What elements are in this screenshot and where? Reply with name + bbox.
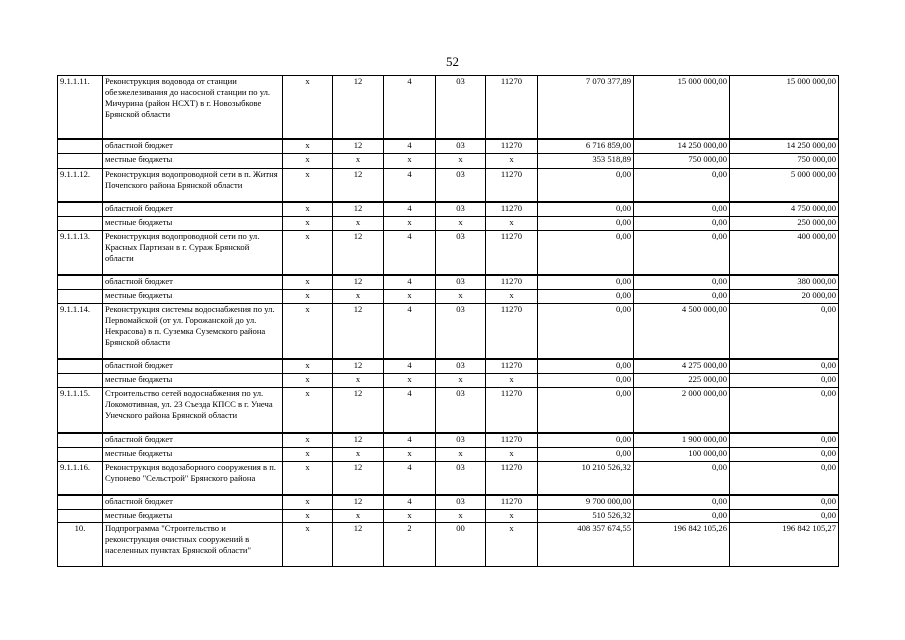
- cell-col5: х: [486, 290, 538, 304]
- amount-2: 100 000,00: [634, 448, 730, 462]
- amount-3: 0,00: [730, 448, 839, 462]
- cell-col3: 4: [384, 139, 436, 154]
- amount-3: 0,00: [730, 433, 839, 448]
- cell-col1: х: [283, 523, 333, 567]
- cell-col4: х: [436, 510, 486, 523]
- cell-col5: 11270: [486, 433, 538, 448]
- cell-col2: х: [333, 154, 384, 169]
- cell-col3: 4: [384, 433, 436, 448]
- cell-col1: х: [283, 433, 333, 448]
- amount-1: 7 070 377,89: [538, 76, 634, 139]
- cell-col2: 12: [333, 433, 384, 448]
- amount-2: 0,00: [634, 510, 730, 523]
- item-name: областной бюджет: [103, 275, 283, 290]
- amount-1: 510 526,32: [538, 510, 634, 523]
- table-row: [58, 510, 839, 523]
- cell-col5: 11270: [486, 462, 538, 495]
- amount-2: 4 500 000,00: [634, 304, 730, 359]
- item-name: Реконструкция водопроводной сети по ул. Красных Партизан в г. Сураж Брянской области: [103, 231, 283, 275]
- cell-col1: х: [283, 462, 333, 495]
- cell-col4: 03: [436, 139, 486, 154]
- cell-col3: х: [384, 217, 436, 231]
- cell-col5: х: [486, 374, 538, 388]
- amount-1: 0,00: [538, 231, 634, 275]
- amount-2: 225 000,00: [634, 374, 730, 388]
- amount-3: 750 000,00: [730, 154, 839, 169]
- amount-1: 0,00: [538, 448, 634, 462]
- cell-col4: х: [436, 290, 486, 304]
- item-name: местные бюджеты: [103, 290, 283, 304]
- table-row: [58, 76, 839, 139]
- cell-col5: х: [486, 510, 538, 523]
- cell-col3: х: [384, 510, 436, 523]
- cell-col5: 11270: [486, 76, 538, 139]
- table-row: [58, 169, 839, 202]
- amount-1: 353 518,89: [538, 154, 634, 169]
- cell-col5: х: [486, 523, 538, 567]
- amount-2: 0,00: [634, 275, 730, 290]
- cell-col5: 11270: [486, 202, 538, 217]
- amount-1: 0,00: [538, 290, 634, 304]
- budget-table: [57, 75, 839, 567]
- amount-2: 0,00: [634, 231, 730, 275]
- item-code: [58, 495, 103, 510]
- item-code: 9.1.1.13.: [58, 231, 103, 275]
- cell-col3: 4: [384, 462, 436, 495]
- table-row: [58, 462, 839, 495]
- amount-1: 0,00: [538, 202, 634, 217]
- item-code: [58, 202, 103, 217]
- amount-2: 15 000 000,00: [634, 76, 730, 139]
- cell-col3: 4: [384, 275, 436, 290]
- item-name: местные бюджеты: [103, 217, 283, 231]
- item-code: [58, 275, 103, 290]
- table-row: [58, 359, 839, 374]
- table-row: [58, 495, 839, 510]
- item-name: областной бюджет: [103, 139, 283, 154]
- amount-1: 10 210 526,32: [538, 462, 634, 495]
- item-code: [58, 139, 103, 154]
- amount-1: 0,00: [538, 217, 634, 231]
- cell-col2: 12: [333, 169, 384, 202]
- cell-col1: х: [283, 448, 333, 462]
- amount-1: 6 716 859,00: [538, 139, 634, 154]
- cell-col1: х: [283, 495, 333, 510]
- amount-1: 0,00: [538, 304, 634, 359]
- amount-3: 0,00: [730, 462, 839, 495]
- table-row: [58, 523, 839, 567]
- cell-col3: 4: [384, 388, 436, 433]
- cell-col3: х: [384, 448, 436, 462]
- cell-col3: 4: [384, 495, 436, 510]
- cell-col3: х: [384, 154, 436, 169]
- cell-col4: 03: [436, 433, 486, 448]
- item-code: 9.1.1.11.: [58, 76, 103, 139]
- item-name: местные бюджеты: [103, 510, 283, 523]
- item-code: [58, 217, 103, 231]
- cell-col4: 03: [436, 304, 486, 359]
- cell-col5: х: [486, 217, 538, 231]
- cell-col1: х: [283, 290, 333, 304]
- cell-col3: 4: [384, 202, 436, 217]
- cell-col5: 11270: [486, 231, 538, 275]
- item-code: 10.: [58, 523, 103, 567]
- amount-3: 250 000,00: [730, 217, 839, 231]
- cell-col1: х: [283, 231, 333, 275]
- amount-3: 400 000,00: [730, 231, 839, 275]
- item-code: [58, 448, 103, 462]
- amount-2: 2 000 000,00: [634, 388, 730, 433]
- cell-col2: 12: [333, 462, 384, 495]
- cell-col1: х: [283, 202, 333, 217]
- page-number: 52: [446, 54, 459, 69]
- cell-col4: 03: [436, 169, 486, 202]
- amount-3: 20 000,00: [730, 290, 839, 304]
- cell-col5: 11270: [486, 495, 538, 510]
- item-code: [58, 510, 103, 523]
- table-row: [58, 374, 839, 388]
- cell-col1: х: [283, 217, 333, 231]
- item-name: областной бюджет: [103, 202, 283, 217]
- cell-col2: 12: [333, 523, 384, 567]
- amount-1: 0,00: [538, 388, 634, 433]
- cell-col5: 11270: [486, 359, 538, 374]
- cell-col2: 12: [333, 388, 384, 433]
- amount-3: 380 000,00: [730, 275, 839, 290]
- amount-1: 0,00: [538, 275, 634, 290]
- item-code: [58, 154, 103, 169]
- table-body: [58, 76, 839, 567]
- cell-col2: 12: [333, 359, 384, 374]
- amount-3: 0,00: [730, 359, 839, 374]
- amount-3: 196 842 105,27: [730, 523, 839, 567]
- amount-1: 0,00: [538, 169, 634, 202]
- cell-col2: х: [333, 217, 384, 231]
- cell-col2: х: [333, 374, 384, 388]
- cell-col2: 12: [333, 231, 384, 275]
- amount-3: 0,00: [730, 510, 839, 523]
- cell-col1: х: [283, 139, 333, 154]
- cell-col5: х: [486, 448, 538, 462]
- item-name: Подпрограмма "Строительство и реконструкция очистных сооружений в населенных пунктах Брянской области": [103, 523, 283, 567]
- item-name: областной бюджет: [103, 433, 283, 448]
- table-row: [58, 231, 839, 275]
- cell-col2: 12: [333, 76, 384, 139]
- cell-col2: х: [333, 290, 384, 304]
- cell-col1: х: [283, 154, 333, 169]
- amount-1: 0,00: [538, 359, 634, 374]
- amount-3: 0,00: [730, 388, 839, 433]
- item-name: Строительство сетей водоснабжения по ул. Локомотивная, ул. 23 Съезда КПСС в г. Унеча Унечского района Брянской области: [103, 388, 283, 433]
- cell-col3: 4: [384, 359, 436, 374]
- cell-col4: х: [436, 448, 486, 462]
- amount-2: 0,00: [634, 202, 730, 217]
- cell-col4: 03: [436, 202, 486, 217]
- amount-2: 0,00: [634, 462, 730, 495]
- amount-2: 14 250 000,00: [634, 139, 730, 154]
- cell-col1: х: [283, 169, 333, 202]
- amount-3: 14 250 000,00: [730, 139, 839, 154]
- amount-2: 0,00: [634, 169, 730, 202]
- item-code: [58, 290, 103, 304]
- cell-col3: 4: [384, 231, 436, 275]
- item-name: местные бюджеты: [103, 374, 283, 388]
- cell-col1: х: [283, 304, 333, 359]
- amount-2: 4 275 000,00: [634, 359, 730, 374]
- item-name: Реконструкция водозаборного сооружения в п. Супонево "Сельстрой" Брянского района: [103, 462, 283, 495]
- table-row: [58, 275, 839, 290]
- cell-col4: 03: [436, 462, 486, 495]
- cell-col1: х: [283, 374, 333, 388]
- item-code: [58, 433, 103, 448]
- amount-3: 4 750 000,00: [730, 202, 839, 217]
- cell-col1: х: [283, 510, 333, 523]
- cell-col4: 03: [436, 76, 486, 139]
- table-row: [58, 154, 839, 169]
- cell-col4: 03: [436, 231, 486, 275]
- table-row: [58, 202, 839, 217]
- item-name: местные бюджеты: [103, 154, 283, 169]
- cell-col5: х: [486, 154, 538, 169]
- table-row: [58, 304, 839, 359]
- table-row: [58, 433, 839, 448]
- item-name: Реконструкция системы водоснабжения по ул. Первомайской (от ул. Горожанской до ул. Некрасова) в п. Суземка Суземского района Брянской области: [103, 304, 283, 359]
- amount-2: 196 842 105,26: [634, 523, 730, 567]
- cell-col2: х: [333, 510, 384, 523]
- cell-col2: 12: [333, 139, 384, 154]
- cell-col5: 11270: [486, 169, 538, 202]
- item-name: областной бюджет: [103, 495, 283, 510]
- cell-col3: 4: [384, 76, 436, 139]
- amount-2: 0,00: [634, 217, 730, 231]
- amount-3: 15 000 000,00: [730, 76, 839, 139]
- item-name: Реконструкция водовода от станции обезжелезивания до насосной станции по ул. Мичурина (район НСХТ) в г. Новозыбкове Брянской области: [103, 76, 283, 139]
- cell-col4: 00: [436, 523, 486, 567]
- cell-col5: 11270: [486, 304, 538, 359]
- amount-1: 408 357 674,55: [538, 523, 634, 567]
- cell-col2: 12: [333, 495, 384, 510]
- cell-col1: х: [283, 76, 333, 139]
- amount-2: 0,00: [634, 495, 730, 510]
- item-code: 9.1.1.14.: [58, 304, 103, 359]
- item-name: местные бюджеты: [103, 448, 283, 462]
- cell-col1: х: [283, 275, 333, 290]
- amount-1: 9 700 000,00: [538, 495, 634, 510]
- amount-3: 0,00: [730, 304, 839, 359]
- item-code: [58, 359, 103, 374]
- cell-col2: 12: [333, 202, 384, 217]
- cell-col4: 03: [436, 495, 486, 510]
- cell-col1: х: [283, 388, 333, 433]
- cell-col3: 4: [384, 169, 436, 202]
- cell-col4: 03: [436, 388, 486, 433]
- cell-col1: х: [283, 359, 333, 374]
- cell-col4: х: [436, 154, 486, 169]
- cell-col3: 4: [384, 304, 436, 359]
- cell-col2: 12: [333, 275, 384, 290]
- cell-col3: х: [384, 290, 436, 304]
- amount-2: 750 000,00: [634, 154, 730, 169]
- amount-2: 1 900 000,00: [634, 433, 730, 448]
- amount-2: 0,00: [634, 290, 730, 304]
- table-row: [58, 217, 839, 231]
- table-row: [58, 448, 839, 462]
- cell-col5: 11270: [486, 275, 538, 290]
- item-code: 9.1.1.15.: [58, 388, 103, 433]
- table-row: [58, 290, 839, 304]
- cell-col5: 11270: [486, 388, 538, 433]
- cell-col2: х: [333, 448, 384, 462]
- item-name: Реконструкция водопроводной сети в п. Житня Почепского района Брянской области: [103, 169, 283, 202]
- cell-col2: 12: [333, 304, 384, 359]
- cell-col4: х: [436, 374, 486, 388]
- cell-col5: 11270: [486, 139, 538, 154]
- amount-3: 0,00: [730, 374, 839, 388]
- cell-col4: 03: [436, 275, 486, 290]
- item-code: [58, 374, 103, 388]
- amount-1: 0,00: [538, 433, 634, 448]
- cell-col4: 03: [436, 359, 486, 374]
- table-row: [58, 388, 839, 433]
- item-code: 9.1.1.12.: [58, 169, 103, 202]
- amount-3: 0,00: [730, 495, 839, 510]
- item-code: 9.1.1.16.: [58, 462, 103, 495]
- amount-1: 0,00: [538, 374, 634, 388]
- cell-col3: х: [384, 374, 436, 388]
- item-name: областной бюджет: [103, 359, 283, 374]
- cell-col4: х: [436, 217, 486, 231]
- cell-col3: 2: [384, 523, 436, 567]
- amount-3: 5 000 000,00: [730, 169, 839, 202]
- table-row: [58, 139, 839, 154]
